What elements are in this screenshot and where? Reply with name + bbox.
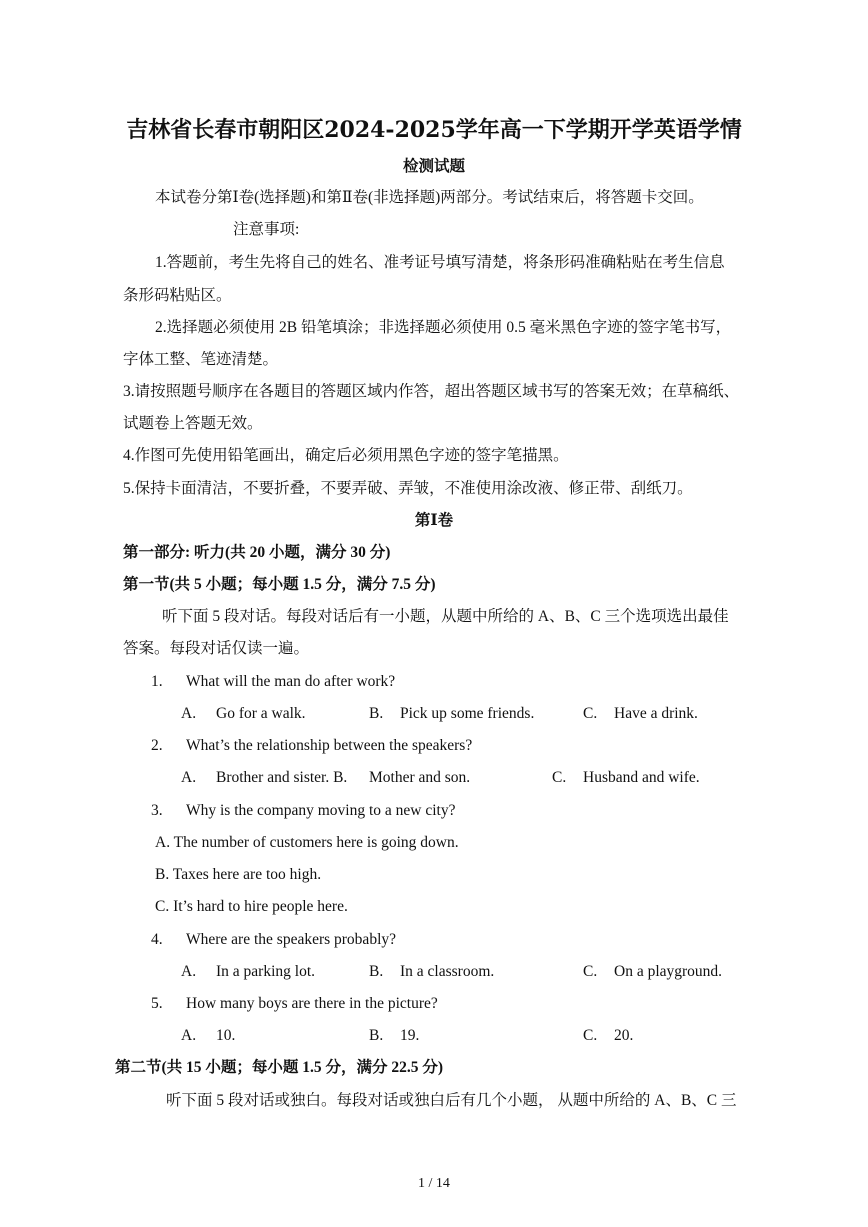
question-2-number: 2. bbox=[151, 737, 163, 754]
volume-heading: 第Ⅰ卷 bbox=[414, 512, 454, 529]
question-1-text: What will the man do after work? bbox=[186, 673, 396, 690]
question-1-option-b: Pick up some friends. bbox=[400, 705, 535, 722]
question-1-option-c: Have a drink. bbox=[614, 705, 698, 722]
question-4-option-b: In a classroom. bbox=[400, 963, 495, 980]
question-5-option-c: 20. bbox=[614, 1027, 634, 1044]
section-1-heading: 第一节(共 5 小题；每小题 1.5 分，满分 7.5 分) bbox=[123, 576, 436, 593]
section-2-heading: 第二节(共 15 小题；每小题 1.5 分，满分 22.5 分) bbox=[115, 1059, 444, 1076]
page-title: 吉林省长春市朝阳区2024-2025学年高一下学期开学英语学情 bbox=[126, 117, 742, 143]
question-4-option-c: On a playground. bbox=[614, 963, 723, 980]
section-2-instructions: 听下面 5 段对话或独白。每段对话或独白后有几个小题， 从题中所给的 A、B、C 三 bbox=[166, 1092, 737, 1109]
question-2-option-a-label: A. bbox=[181, 769, 197, 786]
question-3-option-b: B. Taxes here are too high. bbox=[155, 866, 322, 883]
question-5-option-b-label: B. bbox=[369, 1027, 384, 1044]
question-4-text: Where are the speakers probably? bbox=[186, 931, 396, 948]
question-3-text: Why is the company moving to a new city? bbox=[186, 802, 456, 819]
page-subtitle: 检测试题 bbox=[402, 158, 465, 175]
section-1-instructions-b: 答案。每段对话仅读一遍。 bbox=[123, 640, 310, 657]
rule-4: 4.作图可先使用铅笔画出，确定后必须用黑色字迹的签字笔描黑。 bbox=[123, 447, 569, 464]
question-5-option-a-label: A. bbox=[181, 1027, 197, 1044]
notice-heading: 注意事项: bbox=[233, 221, 300, 238]
question-2-option-a: Brother and sister. B. bbox=[216, 769, 348, 786]
question-1-option-a-label: A. bbox=[181, 705, 197, 722]
question-2-option-b: Mother and son. bbox=[369, 769, 471, 786]
question-5-number: 5. bbox=[151, 995, 163, 1012]
rule-3-line-b: 试题卷上答题无效。 bbox=[123, 415, 263, 432]
page-number: 1 / 14 bbox=[418, 1176, 450, 1191]
question-3-option-a: A. The number of customers here is going down. bbox=[155, 834, 459, 851]
question-4-option-a-label: A. bbox=[181, 963, 197, 980]
question-5-text: How many boys are there in the picture? bbox=[186, 995, 438, 1012]
question-4-number: 4. bbox=[151, 931, 163, 948]
rule-2-line-a: 2.选择题必须使用 2B 铅笔填涂；非选择题必须使用 0.5 毫米黑色字迹的签字笔书写， bbox=[155, 319, 732, 336]
question-1-option-a: Go for a walk. bbox=[216, 705, 306, 722]
question-1-number: 1. bbox=[151, 673, 163, 690]
rule-2-line-b: 字体工整、笔迹清楚。 bbox=[123, 351, 279, 368]
rule-1-line-b: 条形码粘贴区。 bbox=[123, 287, 232, 304]
question-5-option-b: 19. bbox=[400, 1027, 420, 1044]
question-2-option-c-label: C. bbox=[552, 769, 567, 786]
question-1-option-b-label: B. bbox=[369, 705, 384, 722]
intro-line: 本试卷分第Ⅰ卷(选择题)和第Ⅱ卷(非选择题)两部分。考试结束后，将答题卡交回。 bbox=[155, 189, 704, 206]
section-1-instructions-a: 听下面 5 段对话。每段对话后有一小题，从题中所给的 A、B、C 三个选项选出最佳 bbox=[162, 608, 729, 625]
question-1-option-c-label: C. bbox=[583, 705, 598, 722]
rule-1-line-a: 1.答题前，考生先将自己的姓名、准考证号填写清楚，将条形码准确粘贴在考生信息 bbox=[155, 254, 725, 271]
question-3-option-c: C. It’s hard to hire people here. bbox=[155, 898, 348, 915]
question-4-option-a: In a parking lot. bbox=[216, 963, 316, 980]
rule-3-line-a: 3.请按照题号顺序在各题目的答题区域内作答，超出答题区域书写的答案无效；在草稿纸、 bbox=[123, 383, 740, 400]
question-5-option-c-label: C. bbox=[583, 1027, 598, 1044]
question-4-option-b-label: B. bbox=[369, 963, 384, 980]
question-5-option-a: 10. bbox=[216, 1027, 236, 1044]
rule-5: 5.保持卡面清洁，不要折叠，不要弄破、弄皱，不准使用涂改液、修正带、刮纸刀。 bbox=[123, 480, 693, 497]
question-3-number: 3. bbox=[151, 802, 163, 819]
question-4-option-c-label: C. bbox=[583, 963, 598, 980]
question-2-text: What’s the relationship between the speakers? bbox=[186, 737, 473, 754]
question-2-option-c: Husband and wife. bbox=[583, 769, 700, 786]
part-1-heading: 第一部分: 听力(共 20 小题，满分 30 分) bbox=[123, 544, 391, 561]
